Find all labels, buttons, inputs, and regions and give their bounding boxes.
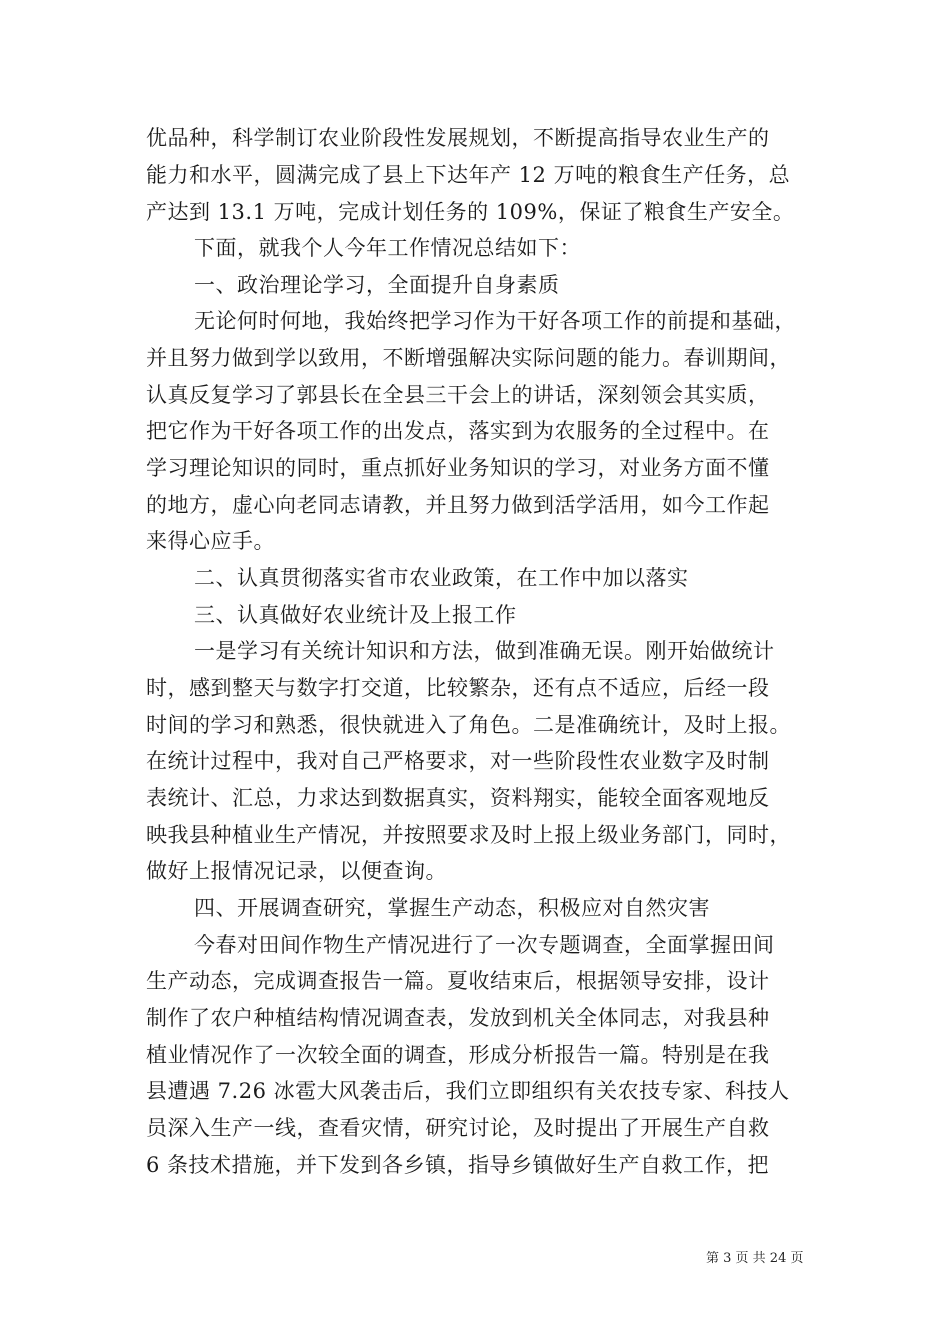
text-line: 认真反复学习了郭县长在全县三干会上的讲话，深刻领会其实质， [146, 383, 770, 407]
text-line: 植业情况作了一次较全面的调查，形成分析报告一篇。特别是在我 [146, 1043, 770, 1067]
text-line: 生产动态，完成调查报告一篇。夏收结束后，根据领导安排，设计 [146, 969, 770, 993]
section-heading-4: 四、开展调查研究，掌握生产动态，积极应对自然灾害 [194, 896, 710, 920]
section-heading-3: 三、认真做好农业统计及上报工作 [194, 603, 517, 627]
text-line: 做好上报情况记录，以便查询。 [146, 859, 447, 883]
section-heading-2: 二、认真贯彻落实省市农业政策，在工作中加以落实 [194, 566, 689, 590]
text-line: 下面，就我个人今年工作情况总结如下： [194, 236, 581, 260]
text-line: 学习理论知识的同时，重点抓好业务知识的学习，对业务方面不懂 [146, 456, 770, 480]
text-line: 县遭遇 7.26 冰雹大风袭击后，我们立即组织有关农技专家、科技人 [146, 1079, 790, 1103]
text-line: 的地方，虚心向老同志请教，并且努力做到活学活用，如今工作起 [146, 493, 770, 517]
text-line: 映我县种植业生产情况，并按照要求及时上报上级业务部门，同时， [146, 823, 791, 847]
text-line: 把它作为干好各项工作的出发点，落实到为农服务的全过程中。在 [146, 419, 770, 443]
text-line: 来得心应手。 [146, 529, 275, 553]
text-line: 6 条技术措施，并下发到各乡镇，指导乡镇做好生产自救工作，把 [146, 1153, 770, 1177]
text-line: 优品种，科学制订农业阶段性发展规划，不断提高指导农业生产的 [146, 126, 770, 150]
page-number-footer: 第 3 页 共 24 页 [706, 1251, 804, 1266]
text-line: 表统计、汇总，力求达到数据真实，资料翔实，能较全面客观地反 [146, 786, 770, 810]
text-line: 时，感到整天与数字打交道，比较繁杂，还有点不适应，后经一段 [146, 676, 770, 700]
section-heading-1: 一、政治理论学习，全面提升自身素质 [194, 273, 560, 297]
text-line: 在统计过程中，我对自己严格要求，对一些阶段性农业数字及时制 [146, 749, 770, 773]
text-line: 并且努力做到学以致用，不断增强解决实际问题的能力。春训期间， [146, 346, 791, 370]
text-line: 今春对田间作物生产情况进行了一次专题调查，全面掌握田间 [194, 933, 775, 957]
text-line: 无论何时何地，我始终把学习作为干好各项工作的前提和基础， [194, 309, 796, 333]
text-line: 时间的学习和熟悉，很快就进入了角色。二是准确统计，及时上报。 [146, 713, 791, 737]
text-line: 一是学习有关统计知识和方法，做到准确无误。刚开始做统计 [194, 639, 775, 663]
text-line: 员深入生产一线，查看灾情，研究讨论，及时提出了开展生产自救 [146, 1116, 770, 1140]
text-line: 制作了农户种植结构情况调查表，发放到机关全体同志，对我县种 [146, 1006, 770, 1030]
text-line: 能力和水平，圆满完成了县上下达年产 12 万吨的粮食生产任务，总 [146, 163, 791, 187]
text-line: 产达到 13.1 万吨，完成计划任务的 109%，保证了粮食生产安全。 [146, 200, 795, 224]
